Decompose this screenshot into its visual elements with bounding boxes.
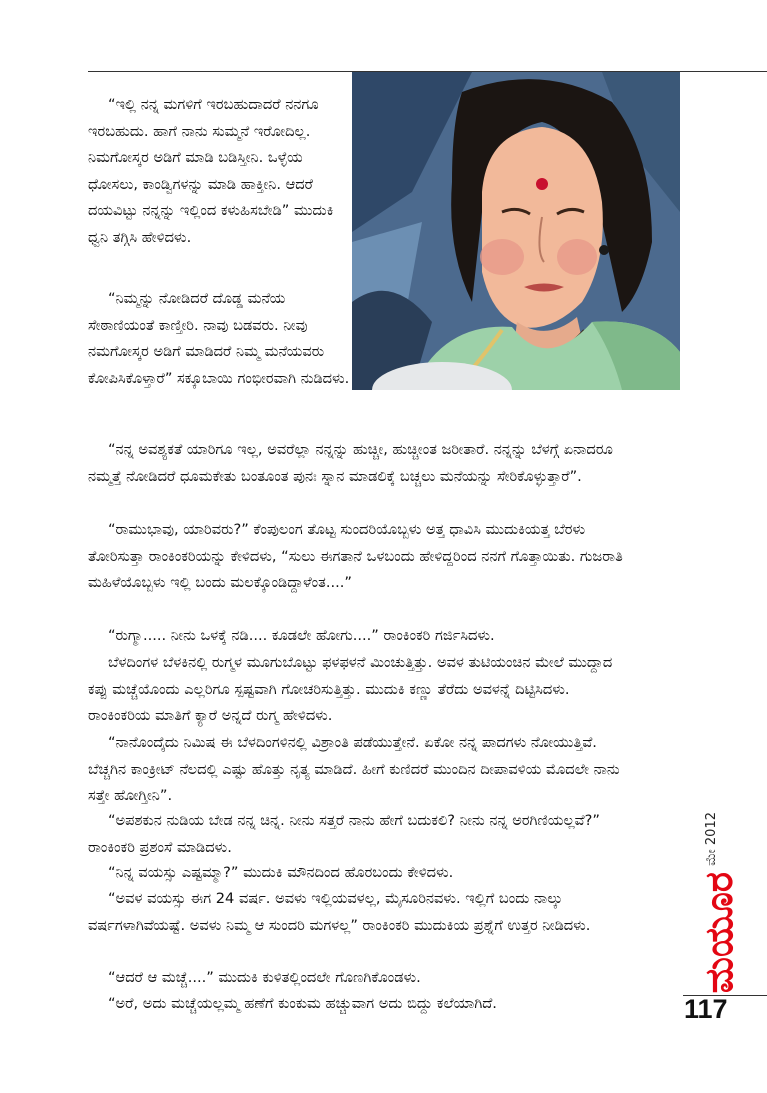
paragraph-8: “ಅಪಶಕುನ ನುಡಿಯ ಬೇಡ ನನ್ನ ಚಿನ್ನ. ನೀನು ಸತ್ತರೆ ನಾನು ಹೇಗೆ ಬದುಕಲಿ? ನೀನು ನನ್ನ ಅರಗಿಣಿಯಲ್ಲವೆ?” ರಾಂಕಿಂಕರಿ ಪ್ರಶಂಸೆ ಮಾಡಿದಳು. bbox=[88, 812, 600, 856]
issue-date: ಮೇ 2012 bbox=[704, 812, 719, 866]
paragraph-3: “ನನ್ನ ಅವಶ್ಯಕತೆ ಯಾರಿಗೂ ಇಲ್ಲ, ಅವರೆಲ್ಲಾ ನನ್ನನ್ನು ಹುಚ್ಚೀ, ಹುಚ್ಚೀಂತ ಜರೀತಾರೆ. ನನ್ನನ್ನು ಬೆಳಗ್ಗೆ ಏನಾದರೂ ನಮ್ಮತ್ತೆ ನೋಡಿದರೆ ಧೂಮಕೇತು ಬಂತೂಂತ ಪುನಃ ಸ್ನಾನ ಮಾಡಲಿಕ್ಕೆ ಬಚ್ಚಲು ಮನೆಯನ್ನು ಸೇರಿಕೊಳ್ಳುತ್ತಾರೆ”. bbox=[88, 441, 613, 485]
paragraph-9: “ನಿನ್ನ ವಯಸ್ಸು ಎಷ್ಟಮ್ಮಾ?” ಮುದುಕಿ ಮೌನದಿಂದ ಹೊರಬಂದು ಕೇಳಿದಳು. bbox=[108, 864, 454, 881]
paragraph-5: “ರುಗ್ಮಾ..... ನೀನು ಒಳಕ್ಕೆ ನಡಿ.... ಕೂಡಲೇ ಹೋಗು....” ರಾಂಕಿಂಕರಿ ಗರ್ಜಿಸಿದಳು. bbox=[108, 627, 495, 644]
paragraph-7: “ನಾನೊಂದೈದು ನಿಮಿಷ ಈ ಬೆಳದಿಂಗಳಿನಲ್ಲಿ ವಿಶ್ರಾಂತಿ ಪಡೆಯುತ್ತೇನೆ. ಏಕೋ ನನ್ನ ಪಾದಗಳು ನೋಯುತ್ತಿವೆ. ಬೆಚ್ಚಗಿನ ಕಾಂಕ್ರೀಟ್ ನೆಲದಲ್ಲಿ ಎಷ್ಟು ಹೊತ್ತು ನೃತ್ಯ ಮಾಡಿದೆ. ಹೀಗೆ ಕುಣಿದರೆ ಮುಂದಿನ ದೀಪಾವಳಿಯ ಮೊದಲೇ ನಾನು ಸತ್ತೇ ಹೋಗ್ತೀನಿ”. bbox=[88, 734, 620, 804]
paragraph-11: “ಆದರೆ ಆ ಮಚ್ಚೆ....” ಮುದುಕಿ ಕುಳಿತಲ್ಲಿಂದಲೇ ಗೊಣಗಿಕೊಂಡಳು. bbox=[108, 969, 421, 986]
magazine-name: ಮಯೂರ bbox=[697, 872, 741, 994]
page-number: 117 bbox=[684, 994, 728, 1024]
paragraph-12: “ಅರೆ, ಅದು ಮಚ್ಚೆಯಲ್ಲಮ್ಮ ಹಣೆಗೆ ಕುಂಕುಮ ಹಚ್ಚುವಾಗ ಅದು ಬಿದ್ದು ಕಲೆಯಾಗಿದೆ. bbox=[108, 995, 497, 1012]
paragraph-6: ಬೆಳದಿಂಗಳ ಬೆಳಕಿನಲ್ಲಿ ರುಗ್ಮಳ ಮೂಗುಬೊಟ್ಟು ಫಳಫಳನೆ ಮಿಂಚುತ್ತಿತ್ತು. ಅವಳ ತುಟಿಯಂಚಿನ ಮೇಲೆ ಮುದ್ದಾದ ಕಪ್ಪು ಮಚ್ಚೆಯೊಂದು ಎಲ್ಲರಿಗೂ ಸ್ಪಷ್ಟವಾಗಿ ಗೋಚರಿಸುತ್ತಿತ್ತು. ಮುದುಕಿ ಕಣ್ಣು ತೆರೆದು ಅವಳನ್ನೆ ದಿಟ್ಟಿಸಿದಳು. ರಾಂಕಿಂಕರಿಯ ಮಾತಿಗೆ ಕ್ಯಾರೆ ಅನ್ನದೆ ರುಗ್ಮ ಹೇಳಿದಳು. bbox=[88, 654, 613, 724]
paragraph-4: “ರಾಮುಭಾವು, ಯಾರಿವರು?” ಕೆಂಪುಲಂಗ ತೊಟ್ಟ ಸುಂದರಿಯೊಬ್ಬಳು ಅತ್ತ ಧಾವಿಸಿ ಮುದುಕಿಯತ್ತ ಬೆರಳು ತೋರಿಸುತ್ತಾ ರಾಂಕಿಂಕರಿಯನ್ನು ಕೇಳಿದಳು, “ಸುಲು ಈಗತಾನೆ ಒಳಬಂದು ಹೇಳಿದ್ದರಿಂದ ನನಗೆ ಗೊತ್ತಾಯಿತು. ಗುಜರಾತಿ ಮಹಿಳೆಯೊಬ್ಬಳು ಇಲ್ಲಿ ಬಂದು ಮಲಕ್ಕೊಂಡಿದ್ದಾಳೆಂತ....” bbox=[88, 521, 623, 591]
paragraph-1: “ಇಲ್ಲಿ ನನ್ನ ಮಗಳಿಗೆ ಇರಬಹುದಾದರೆ ನನಗೂ ಇರಬಹುದು. ಹಾಗೆ ನಾನು ಸುಮ್ಮನೆ ಇರೋದಿಲ್ಲ. ನಿಮಗೋಸ್ಕರ ಅಡಿಗೆ ಮಾಡಿ ಬಡಿಸ್ತೀನಿ. ಒಳ್ಳೆಯ ಧೋಸಲು, ಕಾಂಡ್ವಿಗಳನ್ನು ಮಾಡಿ ಹಾಕ್ತೀನಿ. ಆದರೆ ದಯವಿಟ್ಟು ನನ್ನನ್ನು ಇಲ್ಲಿಂದ ಕಳುಹಿಸಬೇಡಿ” ಮುದುಕಿ ಧ್ವನಿ ತಗ್ಗಿಸಿ ಹೇಳಿದಳು. bbox=[88, 96, 334, 246]
story-illustration bbox=[352, 72, 680, 390]
woman-illustration-svg bbox=[352, 72, 680, 390]
paragraph-2: “ನಿಮ್ಮನ್ನು ನೋಡಿದರೆ ದೊಡ್ಡ ಮನೆಯ ಸೇಠಾಣಿಯಂತೆ ಕಾಣ್ತೀರಿ. ನಾವು ಬಡವರು. ನೀವು ನಮಗೋಸ್ಕರ ಅಡಿಗೆ ಮಾಡಿದರೆ ನಿಮ್ಮ ಮನೆಯವರು ಕೋಪಿಸಿಕೊಳ್ತಾರೆ” ಸಕ್ಕೂಬಾಯಿ ಗಂಭೀರವಾಗಿ ನುಡಿದಳು. bbox=[88, 290, 350, 387]
paragraph-10: “ಅವಳ ವಯಸ್ಸು ಈಗ 24 ವರ್ಷ. ಅವಳು ಇಲ್ಲಿಯವಳಲ್ಲ, ಮೈಸೂರಿನವಳು. ಇಲ್ಲಿಗೆ ಬಂದು ನಾಲ್ಕು ವರ್ಷಗಳಾಗಿವೆಯಷ್ಟೆ. ಅವಳು ನಿಮ್ಮ ಆ ಸುಂದರಿ ಮಗಳಲ್ಲ” ರಾಂಕಿಂಕರಿ ಮುದುಕಿಯ ಪ್ರಶ್ನೆಗೆ ಉತ್ತರ ನೀಡಿದಳು. bbox=[88, 890, 591, 934]
